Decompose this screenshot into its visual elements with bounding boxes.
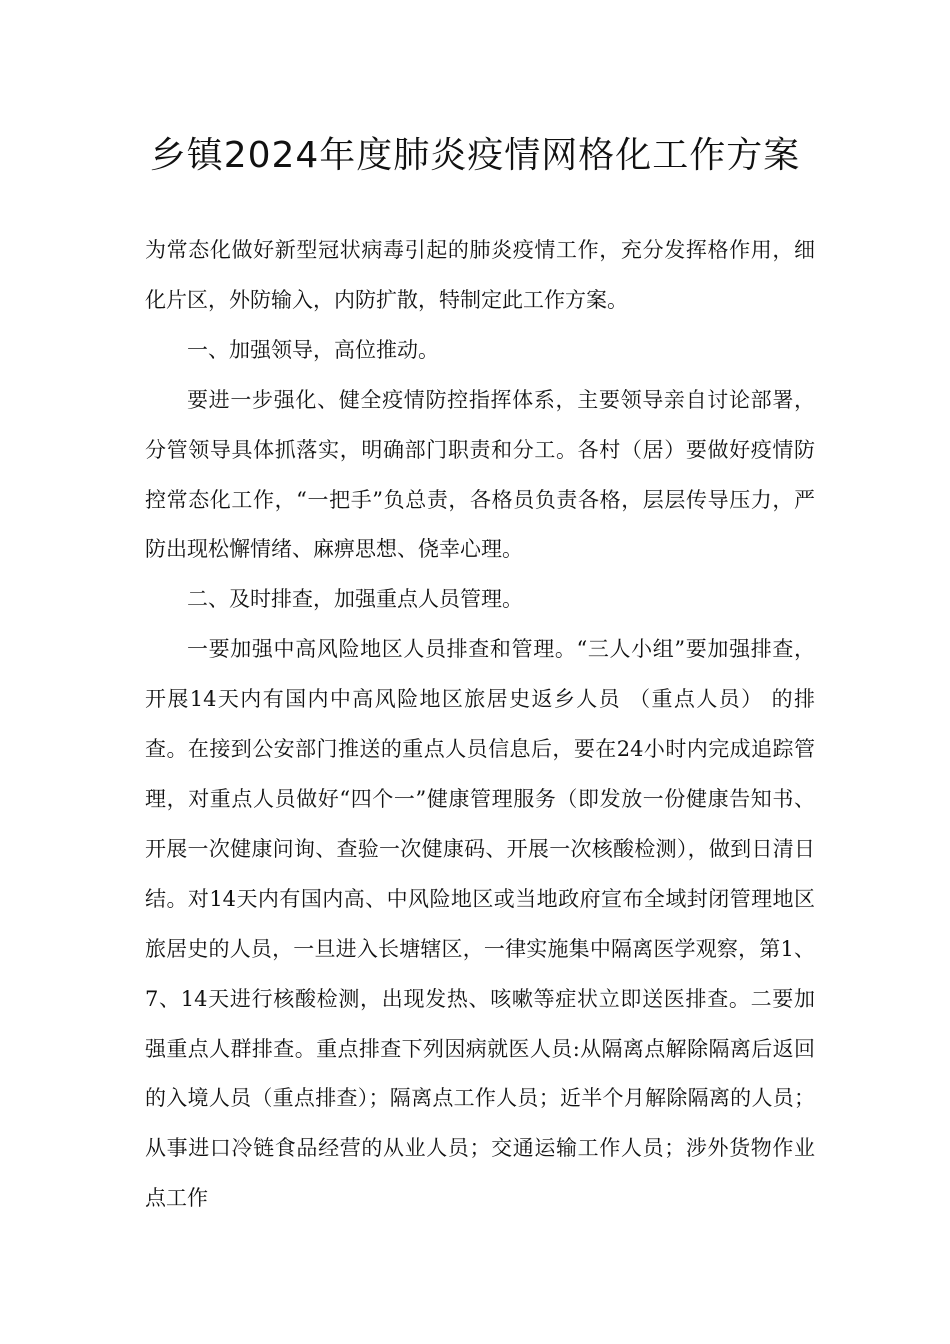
section-1-paragraph: 要进一步强化、健全疫情防控指挥体系，主要领导亲自讨论部署，分管领导具体抓落实，明确部门职责和分工。各村（居）要做好疫情防控常态化工作，“一把手”负总责，各格员负责各格，层层传导压力，严防出现松懈情绪、麻痹思想、侥幸心理。 — [145, 387, 815, 562]
section-heading-1: 一、加强领导，高位推动。 — [187, 337, 439, 362]
intro-paragraph: 为常态化做好新型冠状病毒引起的肺炎疫情工作，充分发挥格作用，细化片区，外防输入，内防扩散，特制定此工作方案。 — [145, 238, 815, 312]
document-title: 乡镇2024年度肺炎疫情网格化工作方案 — [149, 135, 801, 176]
section-heading-2: 二、及时排查，加强重点人员管理。 — [187, 587, 523, 612]
section-2-paragraph: 一要加强中高风险地区人员排查和管理。“三人小组”要加强排查，开展14天内有国内中高风险地区旅居史返乡人员 （重点人员） 的排查。在接到公安部门推送的重点人员信息后，要在24小时内完成追踪管理，对重点人员做好“四个一”健康管理服务（即发放一份健康告知书、开展一次健康问询、查验一次健康码、开展一次核酸检测），做到日清日结。对14天内有国内高、中风险地区或当地政府宣布全域封闭管理地区旅居史的人员，一旦进入长塘辖区，一律实施集中隔离医学观察，第1、7、14天进行核酸检测，出现发热、咳嗽等症状立即送医排查。二要加强重点人群排查。重点排查下列因病就医人员:从隔离点解除隔离后返回的入境人员（重点排查）；隔离点工作人员；近半个月解除隔离的人员；从事进口冷链食品经营的从业人员；交通运输工作人员；涉外货物作业点工作 — [145, 637, 815, 1211]
document-body — [145, 226, 815, 1224]
